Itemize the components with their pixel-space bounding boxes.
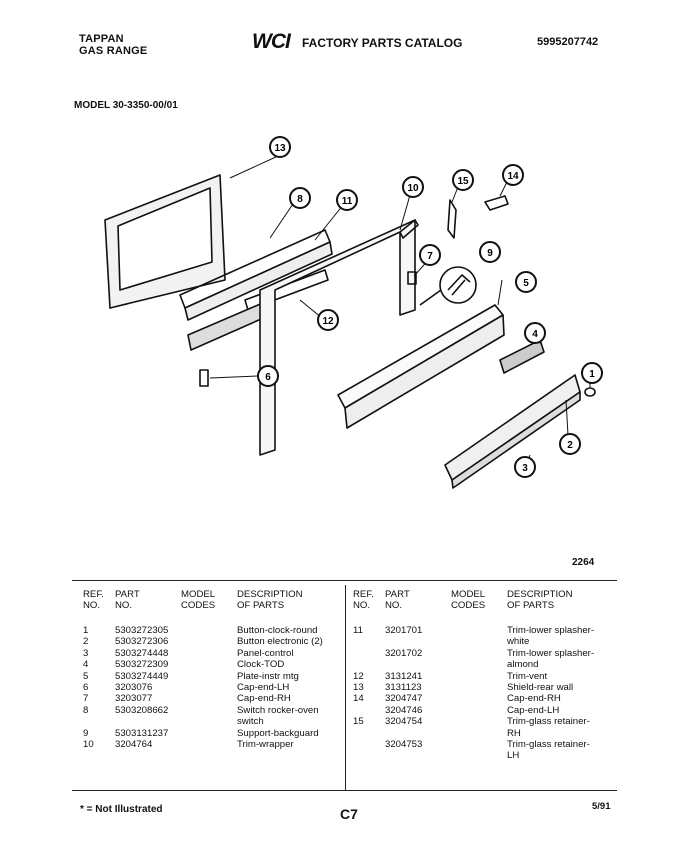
part-number-cell [385, 636, 451, 647]
ref-cell: 3 [83, 647, 89, 659]
table-top-rule [72, 580, 617, 581]
part-number-cell [385, 750, 451, 761]
description-cell: Trim-lower splasher- [507, 647, 595, 659]
part-number-cell: 3131241 [385, 670, 423, 682]
table-row [83, 625, 341, 636]
description-cell: Switch rocker-oven [237, 704, 319, 716]
ref-cell: 14 [353, 693, 364, 705]
model-code-cell [451, 739, 507, 750]
description-cell: Support-backguard [237, 727, 319, 739]
ref-cell [353, 739, 385, 750]
svg-text:8: 8 [297, 194, 303, 205]
model-code-cell [181, 659, 237, 670]
svg-text:11: 11 [341, 196, 353, 207]
svg-text:14: 14 [507, 171, 519, 182]
exploded-parts-diagram [60, 130, 620, 490]
table-row [353, 693, 617, 704]
part-number-cell [115, 716, 181, 727]
model-code-cell [181, 671, 237, 682]
figure-number: 2264 [572, 557, 595, 568]
part-header: PART NO. [385, 589, 410, 611]
model-code-cell [451, 750, 507, 761]
svg-text:7: 7 [427, 251, 433, 262]
ref-header: REF. NO. [83, 589, 104, 611]
table-row [83, 693, 341, 704]
model-header: MODEL CODES [181, 589, 216, 611]
table-header-row [83, 590, 341, 611]
part-number-cell: 3201701 [385, 625, 423, 636]
part-number-cell [385, 659, 451, 670]
ref-cell: 13 [353, 682, 364, 694]
part-number-cell: 3204746 [385, 704, 423, 716]
ref-cell: 2 [83, 636, 89, 648]
parts-table-left [83, 590, 341, 750]
ref-cell [353, 705, 385, 716]
callout-8 [290, 188, 310, 208]
table-row [353, 728, 617, 739]
description-header: DESCRIPTION OF PARTS [237, 589, 303, 611]
trim-wrapper-part [260, 220, 418, 455]
ref-cell: 6 [83, 682, 89, 694]
svg-text:15: 15 [457, 176, 469, 187]
description-cell: Plate-instr mtg [237, 670, 299, 682]
table-row [83, 648, 341, 659]
description-cell: Button-clock-round [237, 625, 318, 636]
table-row [353, 750, 617, 761]
ref-cell: 5 [83, 670, 89, 682]
description-cell: Trim-glass retainer- [507, 716, 590, 728]
description-cell: Shield-rear wall [507, 682, 574, 694]
table-row [353, 625, 617, 636]
catalog-number: 5995207742 [537, 36, 599, 48]
date-code: 5/91 [592, 801, 611, 812]
table-row [83, 671, 341, 682]
model-code-cell [451, 648, 507, 659]
callout-10 [403, 177, 423, 197]
svg-text:4: 4 [532, 329, 538, 340]
table-row [83, 739, 341, 750]
table-row [83, 682, 341, 693]
model-code-cell [181, 693, 237, 704]
model-code-cell [451, 705, 507, 716]
svg-text:12: 12 [322, 316, 334, 327]
part-number-cell: 5303131237 [115, 727, 169, 739]
table-row [83, 636, 341, 647]
part-number-cell: 3203076 [115, 682, 153, 694]
callout-6 [258, 366, 278, 386]
model-number: MODEL 30-3350-00/01 [74, 100, 178, 111]
description-cell: Cap-end-RH [237, 693, 291, 705]
callout-1 [582, 363, 602, 383]
model-code-cell [181, 705, 237, 716]
description-cell: LH [507, 750, 520, 762]
description-cell: Button electronic (2) [237, 636, 323, 648]
product-type: GAS RANGE [79, 45, 148, 57]
ref-cell [353, 636, 385, 647]
table-row [353, 716, 617, 727]
model-code-cell [181, 682, 237, 693]
table-row [83, 659, 341, 670]
ref-cell: 1 [83, 625, 89, 636]
svg-text:5: 5 [523, 278, 529, 289]
description-cell: Cap-end-RH [507, 693, 561, 705]
part-number-cell: 3204747 [385, 693, 423, 705]
model-code-cell [181, 739, 237, 750]
wci-logo: WCI [252, 30, 290, 53]
description-cell: Trim-glass retainer- [507, 739, 590, 751]
model-code-cell [181, 625, 237, 636]
callout-3 [515, 457, 535, 477]
callout-13 [270, 137, 290, 157]
part-number-cell: 3204764 [115, 739, 153, 751]
description-cell: Clock-TOD [237, 659, 285, 671]
svg-text:3: 3 [522, 463, 528, 474]
part-number-cell: 5303272309 [115, 659, 169, 671]
model-code-cell [181, 728, 237, 739]
part-number-cell: 3203077 [115, 693, 153, 705]
ref-cell [83, 716, 115, 727]
ref-cell [353, 659, 385, 670]
cap-end-part-14 [485, 196, 508, 210]
ref-cell: 10 [83, 739, 94, 751]
table-row [353, 648, 617, 659]
description-cell: Trim-vent [507, 670, 548, 682]
cap-end-lh-part [200, 370, 208, 386]
ref-cell: 9 [83, 727, 89, 739]
callout-4 [525, 323, 545, 343]
trim-glass-retainer-rh-part [448, 200, 456, 238]
part-number-cell: 3201702 [385, 647, 423, 659]
part-number-cell: 5303208662 [115, 704, 169, 716]
svg-text:10: 10 [407, 183, 419, 194]
part-number-cell: 5303274449 [115, 670, 169, 682]
ref-header: REF. NO. [353, 589, 374, 611]
catalog-title: FACTORY PARTS CATALOG [302, 36, 463, 50]
part-number-cell: 5303274448 [115, 647, 169, 659]
description-cell: Panel-control [237, 647, 294, 659]
callout-15 [453, 170, 473, 190]
brand-name: TAPPAN [79, 33, 124, 45]
description-cell: switch [237, 716, 264, 728]
description-cell: Cap-end-LH [507, 704, 560, 716]
parts-table-right [353, 590, 617, 762]
callout-5 [516, 272, 536, 292]
ref-cell: 7 [83, 693, 89, 705]
ref-cell [353, 750, 385, 761]
description-cell: Cap-end-LH [237, 682, 290, 694]
callout-9 [480, 242, 500, 262]
table-row [353, 682, 617, 693]
model-code-cell [451, 636, 507, 647]
svg-text:6: 6 [265, 372, 271, 383]
table-row [83, 705, 341, 716]
table-column-divider [345, 585, 346, 790]
model-code-cell [181, 636, 237, 647]
rear-wall-shield-part [105, 175, 225, 308]
model-code-cell [451, 682, 507, 693]
part-number-cell: 5303272306 [115, 636, 169, 648]
callout-7 [420, 245, 440, 265]
model-code-cell [451, 693, 507, 704]
model-code-cell [451, 728, 507, 739]
table-row [353, 636, 617, 647]
table-row [353, 659, 617, 670]
description-cell: RH [507, 727, 521, 739]
svg-text:1: 1 [589, 369, 595, 380]
clock-part [500, 340, 544, 373]
page-code: C7 [340, 806, 358, 822]
model-code-cell [181, 648, 237, 659]
part-number-cell: 3204753 [385, 739, 423, 751]
table-row [353, 671, 617, 682]
svg-text:2: 2 [567, 440, 573, 451]
support-backguard-part [420, 267, 476, 305]
description-cell: white [507, 636, 530, 648]
part-number-cell [385, 728, 451, 739]
model-code-cell [451, 671, 507, 682]
part-header: PART NO. [115, 589, 140, 611]
svg-text:9: 9 [487, 248, 493, 259]
description-cell: almond [507, 659, 539, 671]
model-code-cell [451, 625, 507, 636]
callout-14 [503, 165, 523, 185]
table-bottom-rule [72, 790, 617, 791]
clock-button-part [585, 388, 595, 396]
description-cell: Trim-lower splasher- [507, 625, 595, 636]
ref-cell [353, 728, 385, 739]
ref-cell: 4 [83, 659, 89, 671]
ref-cell: 8 [83, 704, 89, 716]
description-cell: Trim-wrapper [237, 739, 294, 751]
model-code-cell [451, 659, 507, 670]
callout-11 [337, 190, 357, 210]
model-header: MODEL CODES [451, 589, 486, 611]
table-row [83, 728, 341, 739]
model-code-cell [451, 716, 507, 727]
callout-12 [318, 310, 338, 330]
description-header: DESCRIPTION OF PARTS [507, 589, 573, 611]
part-number-cell: 5303272305 [115, 625, 169, 636]
model-code-cell [181, 716, 237, 727]
instrument-plate-part [338, 305, 504, 428]
ref-cell: 11 [353, 625, 363, 636]
svg-text:13: 13 [274, 143, 286, 154]
part-number-cell: 3204754 [385, 716, 423, 728]
table-row [353, 739, 617, 750]
table-row [83, 716, 341, 727]
ref-cell [353, 648, 385, 659]
control-panel-part [445, 375, 580, 488]
ref-cell: 12 [353, 670, 364, 682]
not-illustrated-note: * = Not Illustrated [80, 804, 163, 815]
part-number-cell: 3131123 [385, 682, 422, 694]
table-header-row [353, 590, 617, 611]
ref-cell: 15 [353, 716, 364, 728]
callout-2 [560, 434, 580, 454]
table-row [353, 705, 617, 716]
